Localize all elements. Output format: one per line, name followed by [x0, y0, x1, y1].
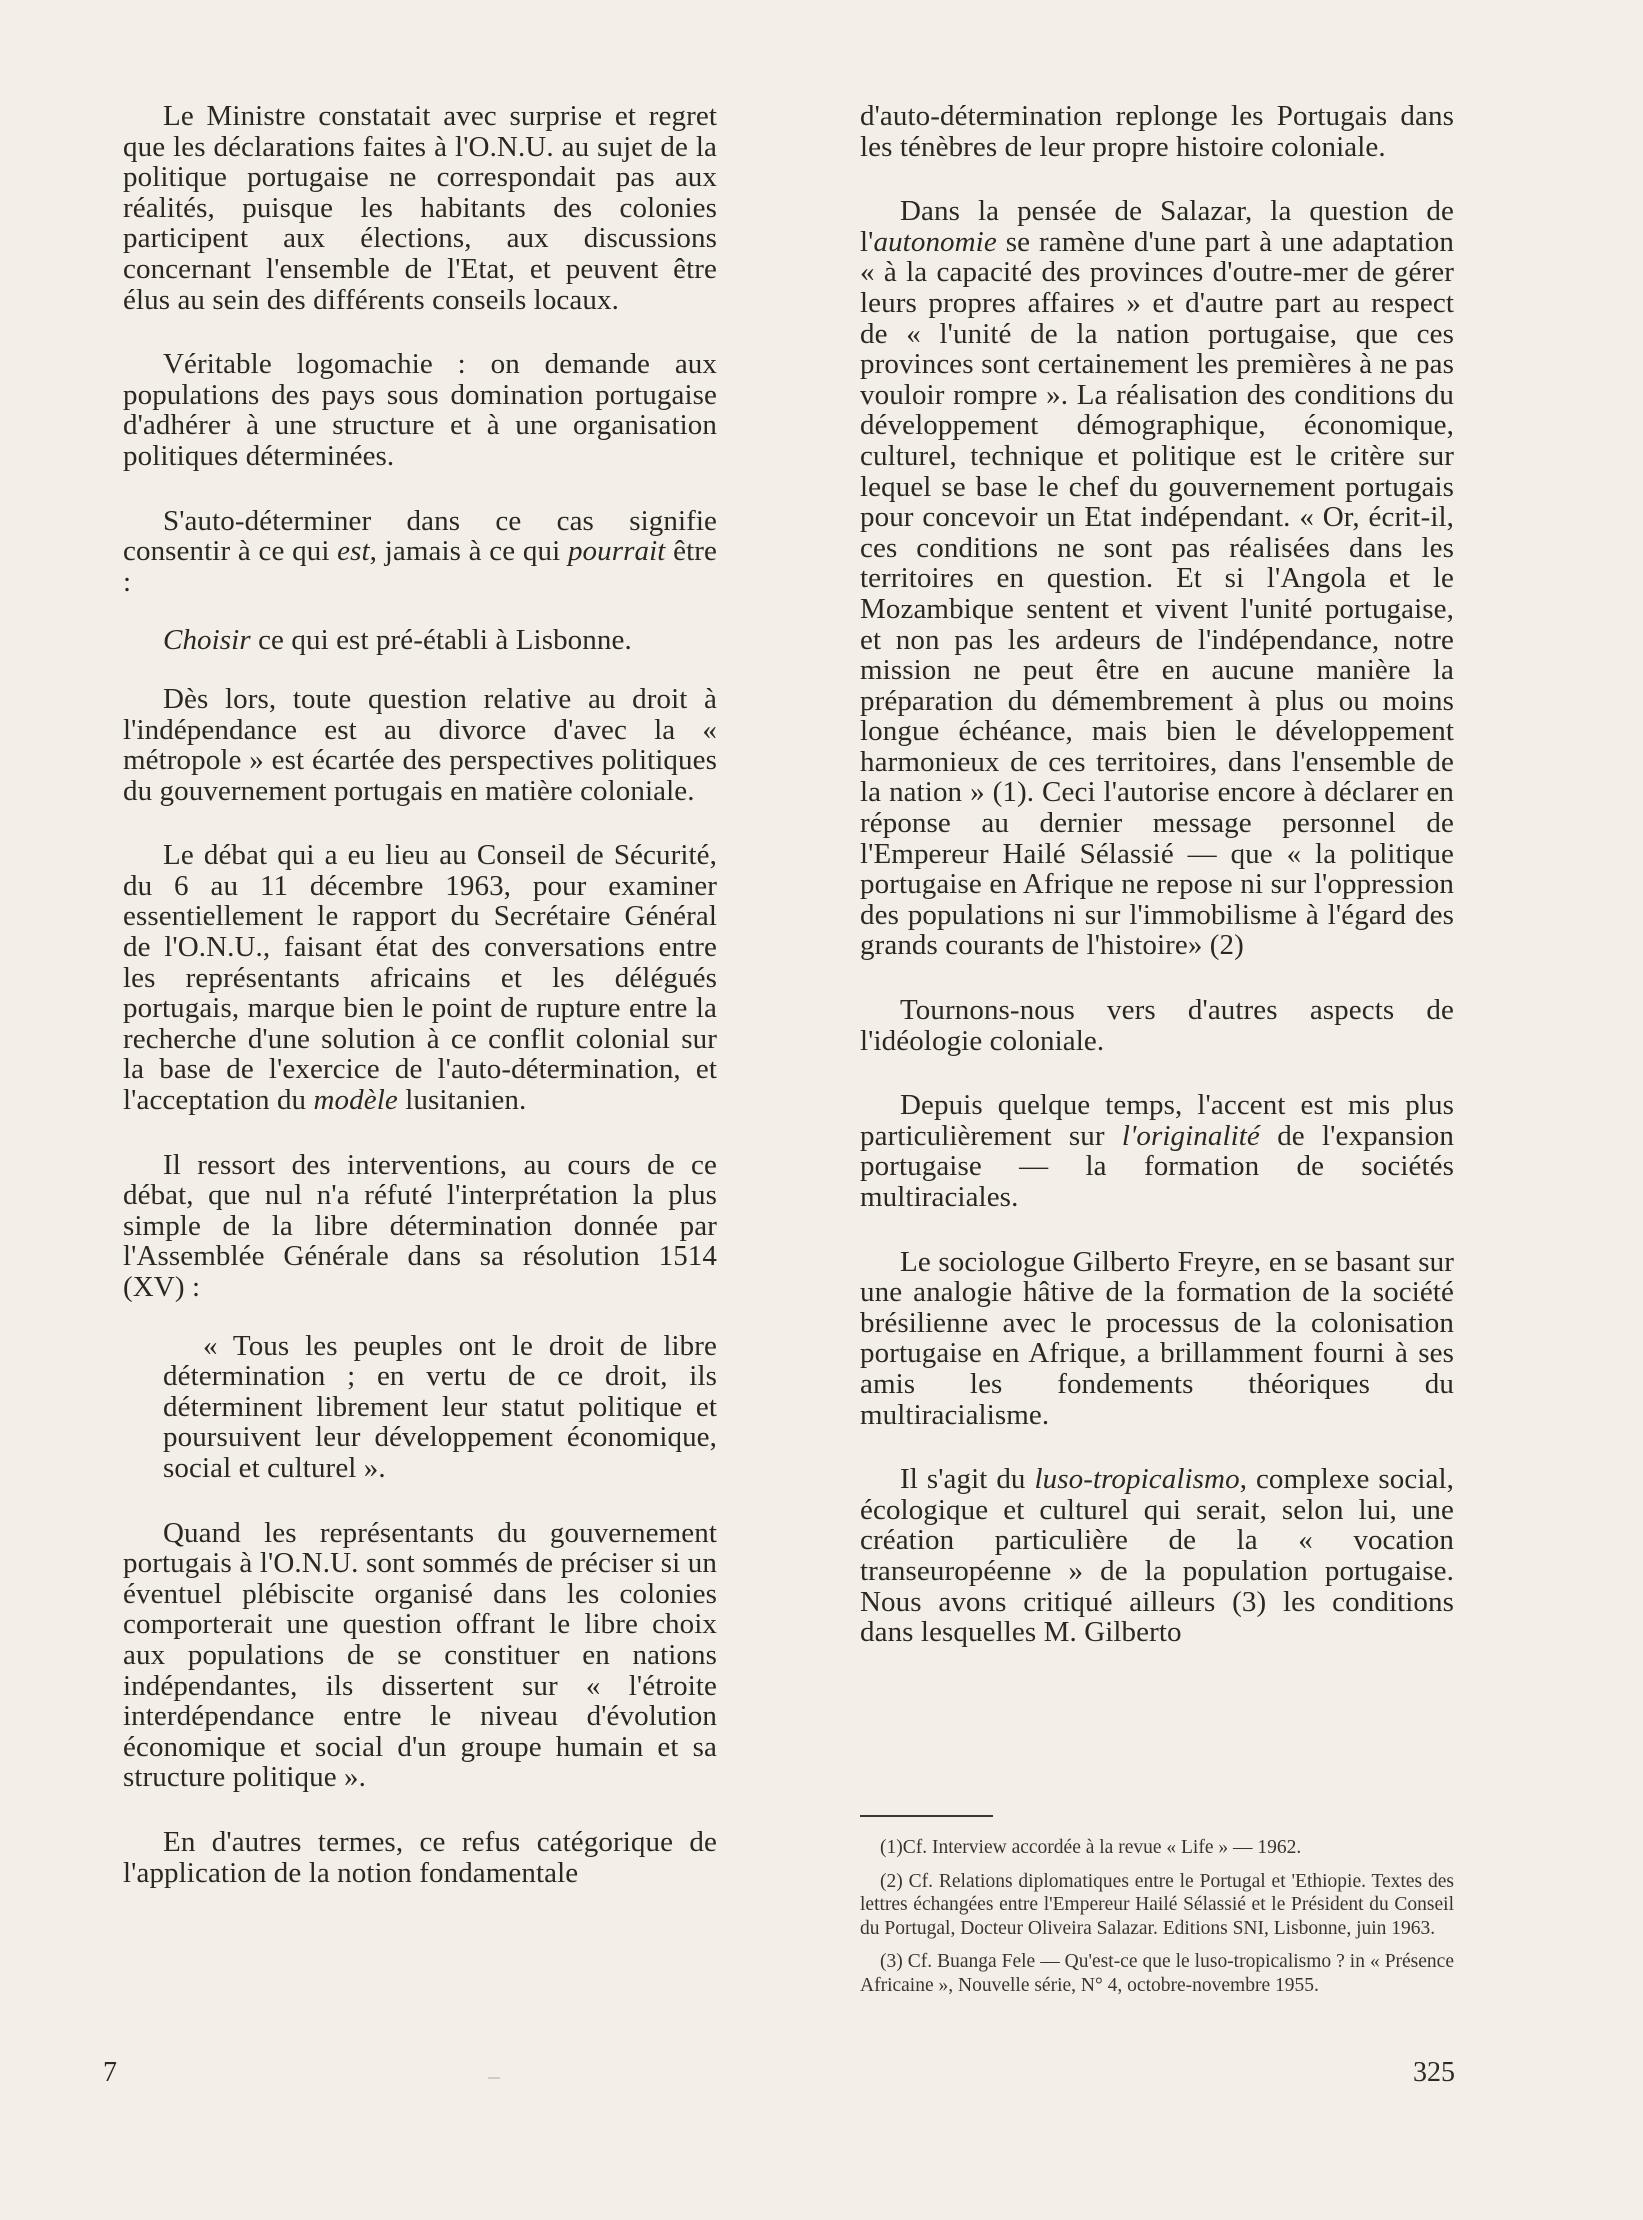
right-paragraph-1: d'auto-détermination replonge les Portugais dans les ténèbres de leur propre histoire coloniale.: [860, 100, 1454, 163]
footnote-3: (3) Cf. Buanga Fele — Qu'est-ce que le luso-tropicalismo ? in « Présence Africaine », Nouvelle série, N° 4, octobre-novembre 1955.: [860, 1951, 1454, 1996]
italic-autonomie: autonomie: [873, 225, 997, 258]
left-paragraph-4-text: ce qui est pré-établi à Lisbonne.: [250, 624, 632, 657]
left-paragraph-2: Véritable logomachie : on demande aux populations des pays sous domination portugaise d'adhérer à une structure et à une organisation politiques déterminées.: [123, 348, 717, 472]
right-paragraph-4-text-a: Depuis quelque temps, l'accent est mis plus particulièrement sur: [860, 1089, 1454, 1152]
left-paragraph-1: Le Ministre constatait avec surprise et regret que les déclarations faites à l'O.N.U. au sujet de la politique portugaise ne correspondait pas aux réalités, puisque les habitants des colonies participent aux élections, aux discussions concernant l'ensemble de l'Etat, et peuvent être élus au sein des différents conseils locaux.: [123, 100, 717, 316]
left-paragraph-3-text-b: , jamais à ce qui: [369, 535, 568, 568]
right-paragraph-6: [860, 1464, 1454, 1648]
left-paragraph-7: Il ressort des interventions, au cours de ce débat, que nul n'a réfuté l'interprétation la plus simple de la libre détermination donnée par l'Assemblée Générale dans sa résolution 1514 (XV) :: [123, 1148, 717, 1303]
right-page-number: 325: [1413, 2057, 1455, 2088]
italic-choisir: Choisir: [163, 624, 251, 657]
italic-est: est: [337, 535, 370, 568]
right-paragraph-2: [860, 196, 1454, 961]
left-text-column: [123, 101, 717, 1922]
italic-pourrait: pourrait: [567, 535, 666, 568]
left-paragraph-3-text-c: être :: [123, 535, 717, 598]
footnote-separator: [860, 1815, 993, 1817]
left-paragraph-10: En d'autres termes, ce refus catégorique de l'application de la notion fondamentale: [123, 1825, 717, 1889]
right-text-column: [860, 101, 1454, 1682]
right-paragraph-2-text-a: Dans la pensée de Salazar, la question de l': [860, 195, 1454, 258]
print-mark: [488, 2077, 500, 2079]
right-paragraph-5: Le sociologue Gilberto Freyre, en se basant sur une analogie hâtive de la formation de la société brésilienne avec le processus de la colonisation portugaise en Afrique, a brillamment fourni à ses amis les fondements théoriques du multiracialisme.: [860, 1245, 1454, 1431]
quoted-resolution: « Tous les peuples ont le droit de libre détermination ; en vertu de ce droit, ils déterminent librement leur statut politique et poursuivent leur développement économique, social et culturel ».: [163, 1329, 717, 1484]
right-paragraph-6-text-a: Il s'agit du: [900, 1463, 1035, 1496]
italic-originalite: l'originalité: [1121, 1119, 1260, 1152]
right-paragraph-6-text-b: , complexe social, écologique et culturel qui serait, selon lui, une création particulière de la « vocation transeuropéenne » de la population portugaise. Nous avons critiqué ailleurs (3) les conditions dans lesquelles M. Gilberto: [860, 1463, 1454, 1649]
italic-luso-tropicalismo: luso-tropicalismo: [1034, 1463, 1240, 1496]
left-paragraph-6: [123, 840, 717, 1115]
left-paragraph-6-text-b: lusitanien.: [397, 1084, 527, 1117]
left-page-number: 7: [103, 2057, 117, 2088]
footnotes: [860, 1836, 1454, 2007]
left-paragraph-3: [123, 506, 717, 598]
left-paragraph-3-text-a: S'auto-déterminer dans ce cas signifie consentir à ce qui: [123, 504, 717, 568]
right-paragraph-4-text-b: de l'expansion portugaise — la formation de sociétés multiraciales.: [860, 1119, 1454, 1213]
italic-modele: modèle: [313, 1084, 398, 1117]
left-paragraph-6-text-a: Le débat qui a eu lieu au Conseil de Sécurité, du 6 au 11 décembre 1963, pour examiner essentiellement le rapport du Secrétaire Général de l'O.N.U., faisant état des conversations entre les représentants africains et les délégués portugais, marque bien le point de rupture entre la recherche d'une solution à ce conflit colonial sur la base de l'exercice de l'auto-détermination, et l'acceptation du: [123, 839, 717, 1117]
left-paragraph-5: Dès lors, toute question relative au droit à l'indépendance est au divorce d'avec la « métropole » est écartée des perspectives politiques du gouvernement portugais en matière coloniale.: [123, 682, 717, 807]
left-paragraph-4: [123, 625, 717, 656]
right-paragraph-2-text-b: se ramène d'une part à une adaptation « à la capacité des provinces d'outre-mer de gérer leurs propres affaires » et d'autre part au respect de « l'unité de la nation portugaise, que ces provinces sont certainement les premières à ne pas vouloir rompre ». La réalisation des conditions du développement démographique, économique, culturel, technique et politique est le critère sur lequel se base le chef du gouvernement portugais pour concevoir un Etat indépendant. « Or, écrit-il, ces conditions ne sont pas réalisées dans les territoires en question. Et si l'Angola et le Mozambique sentent et vivent l'unité portugaise, et non pas les ardeurs de l'indépendance, notre mission ne peut être en aucune manière la préparation du démembrement à plus ou moins longue échéance, mais bien le développement harmonieux de ces territoires, dans l'ensemble de la nation » (1). Ceci l'autorise encore à déclarer en réponse au dernier message personnel de l'Empereur Hailé Sélassié — que « la politique portugaise en Afrique ne repose ni sur l'oppression des populations ni sur l'immobilisme à l'égard des grands courants de l'histoire» (2): [860, 225, 1454, 962]
right-paragraph-4: [860, 1090, 1454, 1212]
footnote-1: (1)Cf. Interview accordée à la revue « Life » — 1962.: [880, 1837, 1302, 1858]
left-paragraph-9: Quand les représentants du gouvernement portugais à l'O.N.U. sont sommés de préciser si un éventuel plébiscite organisé dans les colonies comporterait une question offrant le libre choix aux populations de se constituer en nations indépendantes, ils dissertent sur « l'étroite interdépendance entre le niveau d'évolution économique et social d'un groupe humain et sa structure politique ».: [123, 1516, 717, 1794]
footnote-2: (2) Cf. Relations diplomatiques entre le Portugal et 'Ethiopie. Textes des lettres échangées entre l'Empereur Hailé Sélassié et le Président du Conseil du Portugal, Docteur Oliveira Salazar. Editions SNI, Lisbonne, juin 1963.: [860, 1870, 1454, 1939]
right-paragraph-3: Tournons-nous vers d'autres aspects de l'idéologie coloniale.: [860, 994, 1454, 1057]
